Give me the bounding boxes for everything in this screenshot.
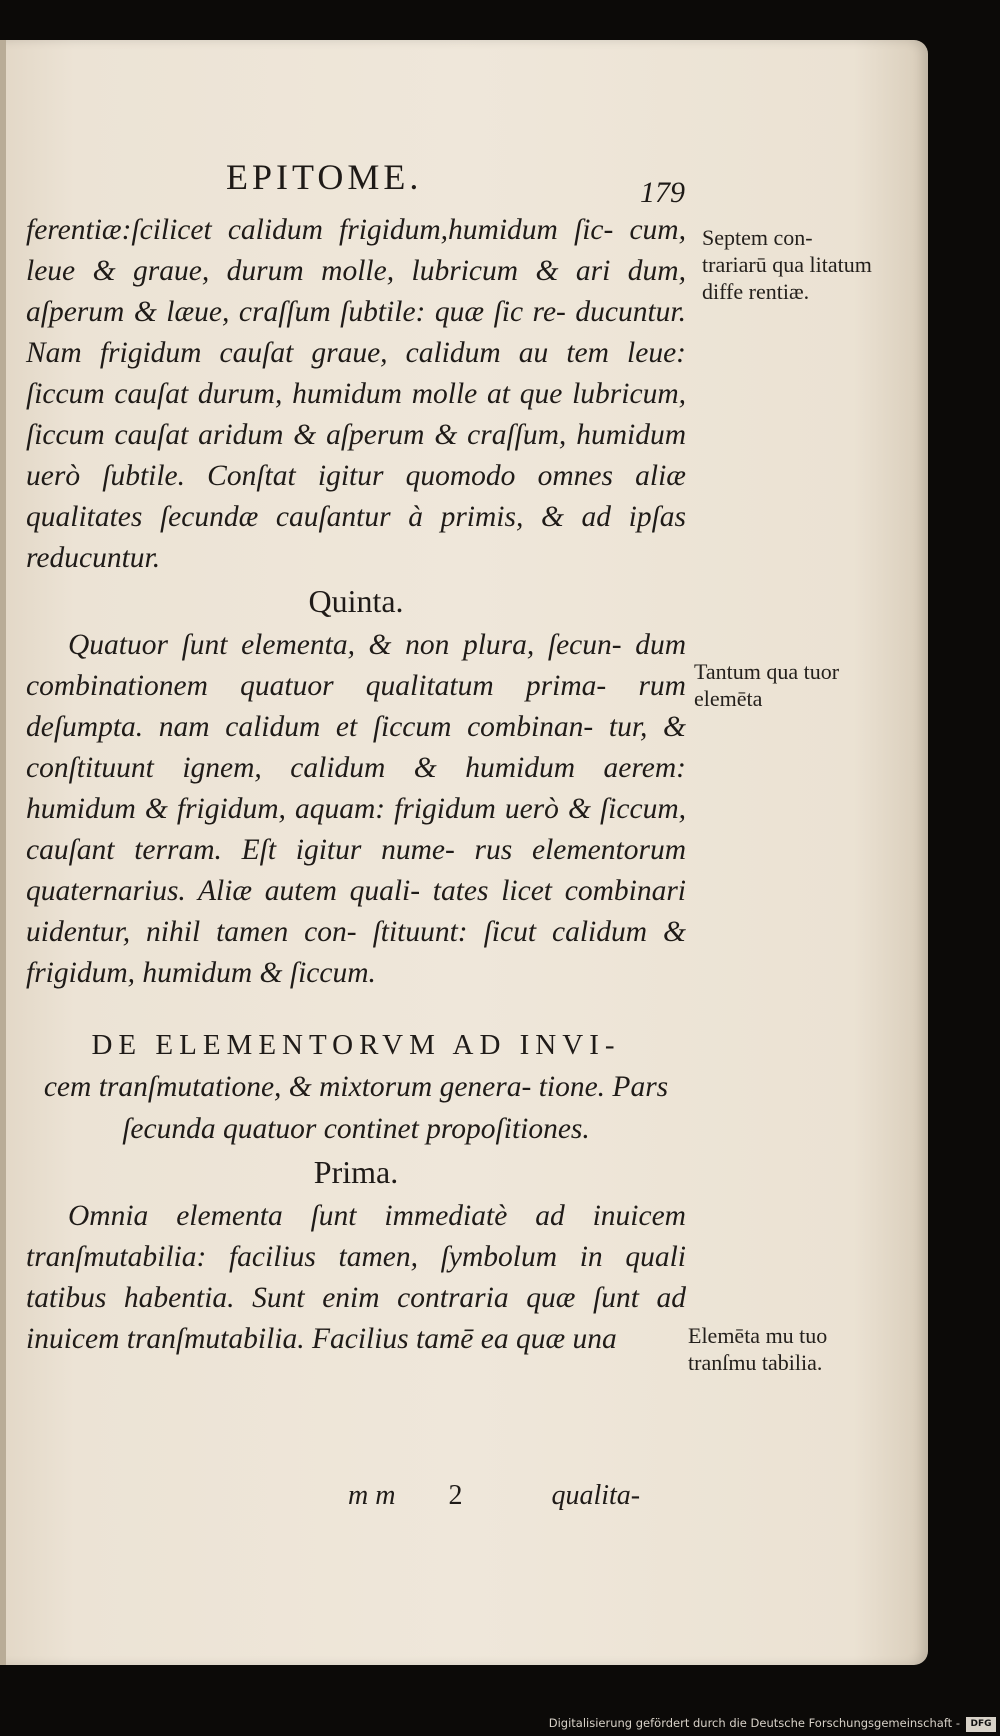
signature-number: 2 bbox=[448, 1480, 463, 1511]
paragraph-four-elements: Quatuor ſunt elementa, & non plura, ſecun- dum combinationem quatuor qualitatum prima- rum deſumpta. nam calidum et ſiccum combinan- tur, & conſtituunt ignem, calidum & humidum aerem: humidum & frigidum, aquam: frigidum uerò & ſiccum, cauſant terram. Eſt igitur nume- rus elementorum quaternarius. Aliæ autem quali- tates licet combinari uidentur, nihil tamen con- ſtituunt: ſicut calidum & frigidum, humidum & ſiccum. bbox=[26, 629, 686, 989]
signature-mark: m m bbox=[348, 1480, 396, 1511]
paragraph-transmutation: Omnia elementa ſunt immediatè ad inuicem tranſmutabilia: facilius tamen, ſymbolum in quali tatibus habentia. Sunt enim contraria quæ ſunt ad inuicem tranſmutabilia. Facilius tamē ea quæ una bbox=[26, 1200, 686, 1355]
page-number: 179 bbox=[640, 176, 685, 209]
digitization-credit: Digitalisierung gefördert durch die Deutsche Forschungsgemeinschaft - bbox=[548, 1716, 960, 1730]
margin-note-qualities: Septem con- trariarū qua litatum diffe rentiæ. bbox=[702, 225, 872, 304]
heading-quinta: Quinta. bbox=[308, 583, 404, 619]
dfg-logo: DFG bbox=[966, 1717, 996, 1732]
margin-note-transmutable: Elemēta mu tuo tranſmu tabilia. bbox=[688, 1323, 828, 1375]
catchword: qualita- bbox=[551, 1480, 641, 1511]
paragraph-qualities: ferentiæ:ſcilicet calidum frigidum,humidum ſic- cum, leue & graue, durum molle, lubricum & ari dum, aſperum & læue, craſſum ſubtile: quæ ſic re- ducuntur. Nam frigidum cauſat graue, calidum au tem leue: ſiccum cauſat durum, humidum molle at que lubricum, ſiccum cauſat aridum & aſperum & craſſum, humidum uerò ſubtile. Conſtat igitur quomodo omnes aliæ qualitates ſecundæ cauſantur à primis, & ad ipſas reducuntur. bbox=[26, 214, 686, 574]
section-title bbox=[26, 1024, 686, 1150]
heading-prima: Prima. bbox=[313, 1154, 399, 1190]
page-binding-edge bbox=[0, 40, 6, 1665]
signature-line bbox=[348, 1480, 688, 1512]
running-head: EPITOME. bbox=[226, 157, 423, 197]
section-title-caps: DE ELEMENTORVM AD INVI- bbox=[91, 1029, 621, 1061]
main-text-column bbox=[26, 210, 686, 1360]
margin-note-elements: Tantum qua tuor elemēta bbox=[694, 659, 840, 711]
section-title-subtitle: cem tranſmutatione, & mixtorum genera- tione. Pars ſecunda quatuor continet propoſitiones. bbox=[43, 1071, 669, 1145]
